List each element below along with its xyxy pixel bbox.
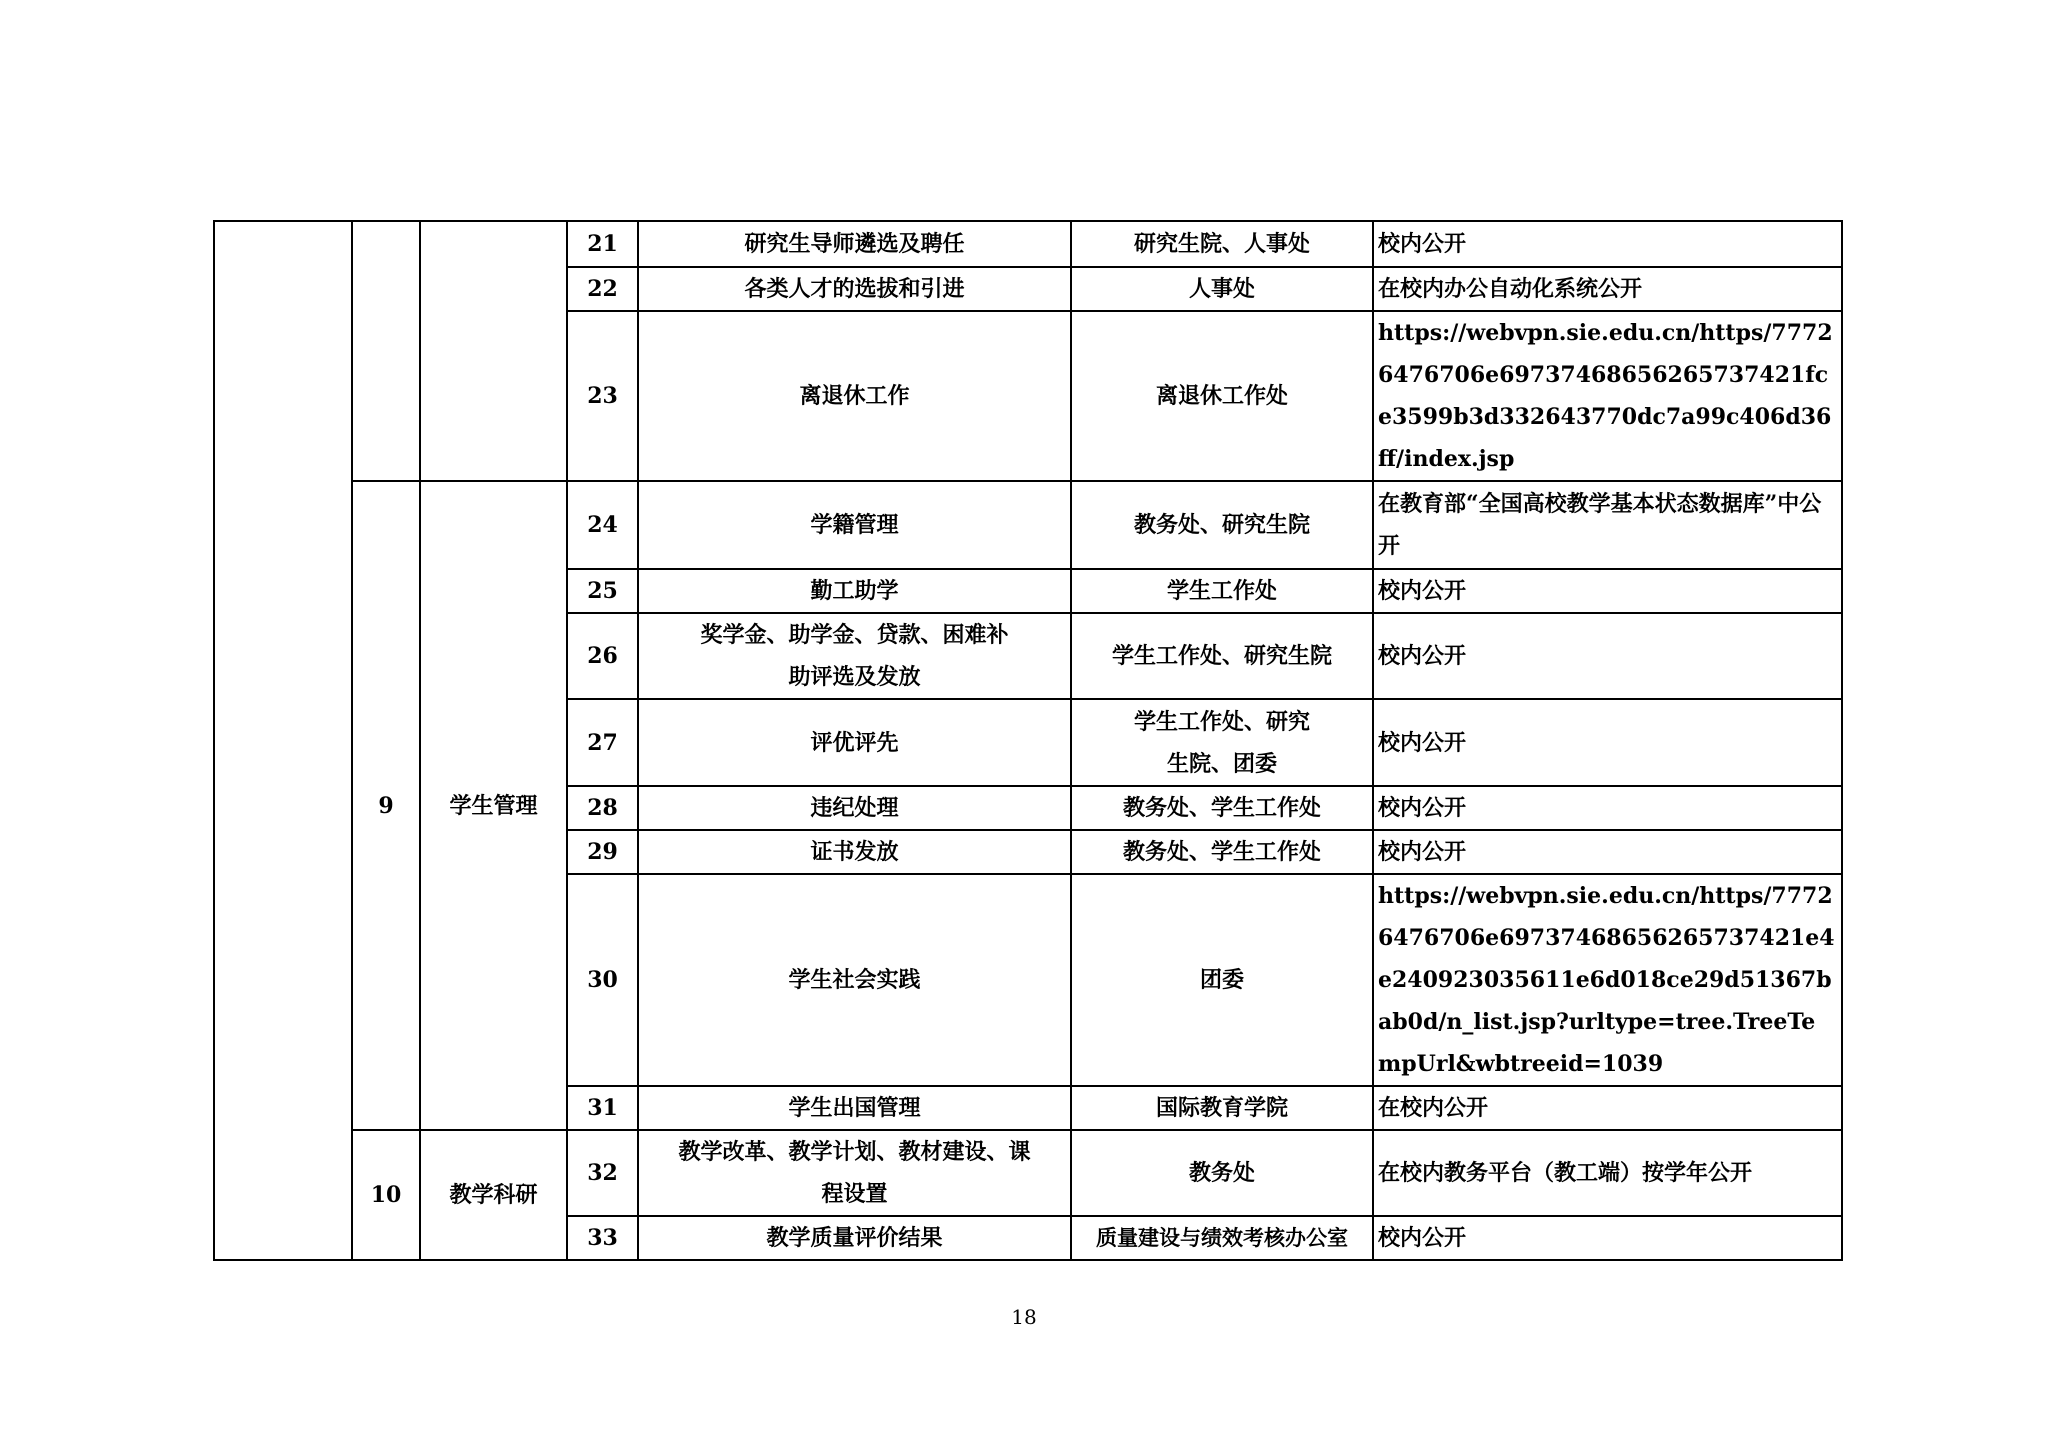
- disclosure-method: 校内公开: [1373, 613, 1842, 699]
- item-name: 奖学金、助学金、贷款、困难补助评选及发放: [638, 613, 1071, 699]
- disclosure-method: 校内公开: [1373, 1216, 1842, 1260]
- category-number: 10: [352, 1130, 420, 1260]
- disclosure-method: 校内公开: [1373, 699, 1842, 786]
- row-number: 26: [567, 613, 638, 699]
- department: 教务处、研究生院: [1071, 481, 1373, 569]
- item-name: 学生出国管理: [638, 1086, 1071, 1130]
- row-number: 22: [567, 267, 638, 311]
- item-name: 学籍管理: [638, 481, 1071, 569]
- table-row: [214, 481, 1842, 569]
- disclosure-method: 校内公开: [1373, 786, 1842, 830]
- department: 教务处、学生工作处: [1071, 786, 1373, 830]
- disclosure-method: 校内公开: [1373, 221, 1842, 267]
- category-number: 9: [352, 481, 420, 1130]
- disclosure-method: 在教育部“全国高校教学基本状态数据库”中公开: [1373, 481, 1842, 569]
- category-name: 教学科研: [420, 1130, 567, 1260]
- disclosure-url[interactable]: https://webvpn.sie.edu.cn/https/77726476706e69737468656265737421e4e240923035611e6d018ce29d51367bab0d/n_list.jsp?urltype=tree.TreeTempUrl&wbtreeid=1039: [1373, 874, 1842, 1086]
- row-number: 33: [567, 1216, 638, 1260]
- item-name: 离退休工作: [638, 311, 1071, 481]
- row-number: 23: [567, 311, 638, 481]
- row-number: 21: [567, 221, 638, 267]
- item-name: 勤工助学: [638, 569, 1071, 613]
- department: 团委: [1071, 874, 1373, 1086]
- page-number: 18: [1011, 1305, 1037, 1329]
- row-number: 31: [567, 1086, 638, 1130]
- item-name: 研究生导师遴选及聘任: [638, 221, 1071, 267]
- item-name: 评优评先: [638, 699, 1071, 786]
- row-number: 30: [567, 874, 638, 1086]
- item-name: 各类人才的选拔和引进: [638, 267, 1071, 311]
- disclosure-table: [213, 220, 1843, 1261]
- row-number: 25: [567, 569, 638, 613]
- row-number: 28: [567, 786, 638, 830]
- disclosure-method: 在校内教务平台（教工端）按学年公开: [1373, 1130, 1842, 1216]
- row-number: 24: [567, 481, 638, 569]
- department: 学生工作处、研究生院、团委: [1071, 699, 1373, 786]
- disclosure-method: 在校内办公自动化系统公开: [1373, 267, 1842, 311]
- item-name: 教学改革、教学计划、教材建设、课程设置: [638, 1130, 1071, 1216]
- department: 学生工作处、研究生院: [1071, 613, 1373, 699]
- item-name: 教学质量评价结果: [638, 1216, 1071, 1260]
- department: 离退休工作处: [1071, 311, 1373, 481]
- disclosure-method: 在校内公开: [1373, 1086, 1842, 1130]
- department: 研究生院、人事处: [1071, 221, 1373, 267]
- table-row: [214, 1130, 1842, 1216]
- row-number: 29: [567, 830, 638, 874]
- department: 学生工作处: [1071, 569, 1373, 613]
- category-name: 学生管理: [420, 481, 567, 1130]
- department: 国际教育学院: [1071, 1086, 1373, 1130]
- department: 人事处: [1071, 267, 1373, 311]
- item-name: 证书发放: [638, 830, 1071, 874]
- item-name: 学生社会实践: [638, 874, 1071, 1086]
- department: 质量建设与绩效考核办公室: [1071, 1216, 1373, 1260]
- empty-cell: [420, 221, 567, 481]
- department: 教务处、学生工作处: [1071, 830, 1373, 874]
- item-name: 违纪处理: [638, 786, 1071, 830]
- empty-category-cell: [214, 221, 352, 1260]
- empty-cell: [352, 221, 420, 481]
- department: 教务处: [1071, 1130, 1373, 1216]
- disclosure-method: 校内公开: [1373, 830, 1842, 874]
- row-number: 27: [567, 699, 638, 786]
- disclosure-url[interactable]: https://webvpn.sie.edu.cn/https/77726476706e69737468656265737421fce3599b3d332643770dc7a99c406d36ff/index.jsp: [1373, 311, 1842, 481]
- row-number: 32: [567, 1130, 638, 1216]
- table-row: [214, 221, 1842, 267]
- disclosure-method: 校内公开: [1373, 569, 1842, 613]
